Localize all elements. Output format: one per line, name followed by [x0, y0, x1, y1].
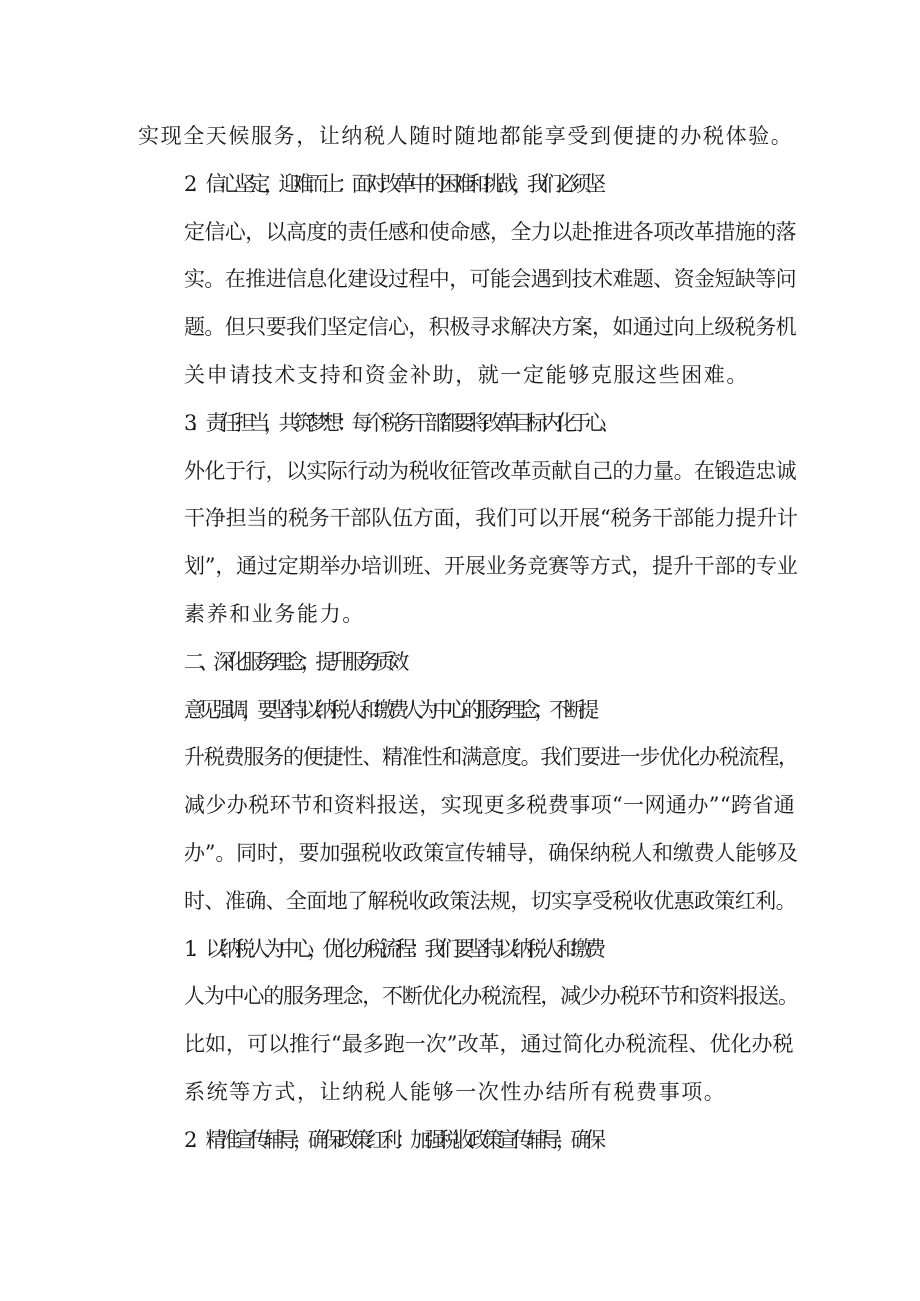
document-body — [138, 113, 798, 1165]
text-line: 系统等方式，让纳税人能够一次性办结所有税费事项。 — [184, 1079, 727, 1104]
paragraph — [138, 161, 798, 400]
text-line: 2．信心坚定，迎难而上：面对改革中的困难和挑战，我们必须坚 — [184, 171, 600, 196]
text-line: 2．精准宣传辅导，确保政策红利：加强税收政策宣传辅导，确保 — [184, 1127, 600, 1152]
text-line: 人为中心的服务理念，不断优化办税流程，减少办税环节和资料报送。 — [184, 984, 798, 1009]
text-line: 定信心，以高度的责任感和使命感，全力以赴推进各项改革措施的落 — [184, 219, 796, 244]
text-line: 意见强调，要坚持以纳税人和缴费人为中心的服务理念，不断提 — [184, 697, 593, 722]
text-line: 二、深化服务理念，提升服务质效 — [184, 649, 403, 674]
paragraph — [138, 400, 798, 639]
text-line: 干净担当的税务干部队伍方面，我们可以开展“税务干部能力提升计 — [184, 506, 798, 531]
text-line: 办”。同时，要加强税收政策宣传辅导，确保纳税人和缴费人能够及 — [184, 840, 798, 865]
paragraph — [138, 639, 798, 687]
text-line: 实现全天候服务，让纳税人随时随地都能享受到便捷的办税体验。 — [138, 124, 794, 148]
paragraph — [138, 926, 798, 1117]
text-line: 升税费服务的便捷性、精准性和满意度。我们要进一步优化办税流程， — [184, 745, 798, 770]
paragraph — [138, 687, 798, 926]
text-line: 外化于行，以实际行动为税收征管改革贡献自己的力量。在锻造忠诚 — [184, 458, 796, 483]
text-line: 时、准确、全面地了解税收政策法规，切实享受税收优惠政策红利。 — [184, 888, 796, 913]
text-line: 素养和业务能力。 — [184, 601, 365, 626]
text-line: 3．责任担当，共筑梦想：每个税务干部都要将改革目标内化于心、 — [184, 410, 615, 435]
paragraph — [138, 1117, 798, 1165]
text-line: 关申请技术支持和资金补助，就一定能够克服这些困难。 — [184, 362, 749, 387]
text-line: 实。在推进信息化建设过程中，可能会遇到技术难题、资金短缺等问 — [184, 267, 796, 292]
text-line: 比如，可以推行“最多跑一次”改革，通过简化办税流程、优化办税 — [184, 1032, 794, 1057]
text-line: 划”，通过定期举办培训班、开展业务竞赛等方式，提升干部的专业 — [184, 554, 798, 579]
text-line: 题。但只要我们坚定信心，积极寻求解决方案，如通过向上级税务机 — [184, 315, 796, 340]
text-line: 1．以纳税人为中心，优化办税流程：我们要坚持以纳税人和缴费 — [184, 936, 600, 961]
text-line: 减少办税环节和资料报送，实现更多税费事项“一网通办”“跨省通 — [184, 793, 796, 818]
paragraph — [138, 113, 798, 161]
